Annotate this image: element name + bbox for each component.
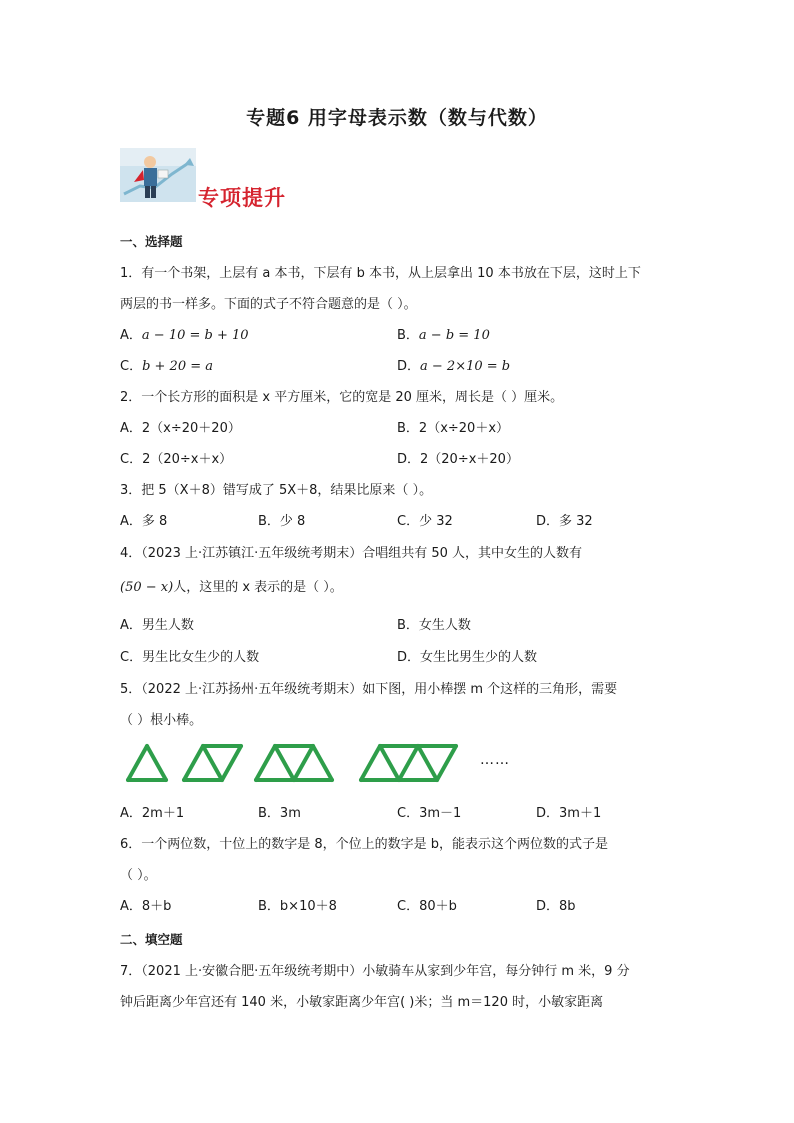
q6-option-c: C．80＋b (397, 899, 457, 914)
q1-option-a-expr: a − 10 = b + 10 (141, 328, 249, 343)
page-title: 专题6 用字母表示数（数与代数） (246, 107, 548, 129)
q6-option-a: A．8＋b (120, 899, 172, 914)
q4-option-c: C．男生比女生少的人数 (120, 650, 260, 665)
stick (184, 746, 203, 780)
question-7-line-2: 钟后距离少年宫还有 140 米，小敏家距离少年宫( )米；当 m＝120 时，小敏家距离 (120, 995, 604, 1010)
stick (222, 746, 241, 780)
q1-option-d (397, 355, 510, 374)
stick (437, 746, 456, 780)
stick (418, 746, 437, 780)
q5-option-c: C．3m－1 (397, 806, 462, 821)
q1-option-a-label: A． (120, 328, 142, 343)
question-3-line-1: 3．把 5（X＋8）错写成了 5X＋8，结果比原来（ ）。 (120, 483, 433, 498)
stick (128, 746, 147, 780)
matchstick-triangles-figure (124, 742, 524, 784)
stick (256, 746, 275, 780)
q3-option-c: C．少 32 (397, 514, 453, 529)
question-4-line-2 (120, 576, 676, 595)
stick (147, 746, 166, 780)
question-2-line-1: 2．一个长方形的面积是 x 平方厘米，它的宽是 20 厘米，周长是（ ）厘米。 (120, 390, 564, 405)
q2-option-c: C．2（20÷x＋x） (120, 452, 233, 467)
q1-option-c-label: C． (120, 359, 143, 374)
q1-option-b-label: B． (397, 328, 419, 343)
section-banner (120, 148, 300, 210)
q6-option-b: B．b×10＋8 (258, 899, 337, 914)
q4-expression: (50 − x) (120, 580, 174, 595)
q2-option-b: B．2（x÷20＋x） (397, 421, 510, 436)
question-1-line-2: 两层的书一样多。下面的式子不符合题意的是（ ）。 (120, 297, 417, 312)
q1-option-c-expr: b + 20 = a (142, 359, 214, 374)
q5-option-a: A．2m＋1 (120, 806, 185, 821)
q5-option-b: B．3m (258, 806, 301, 821)
stick (203, 746, 222, 780)
stick (361, 746, 380, 780)
q3-option-b: B．少 8 (258, 514, 306, 529)
q1-option-b (397, 324, 490, 343)
q1-option-d-expr: a − 2×10 = b (420, 359, 511, 374)
stick (399, 746, 418, 780)
q1-option-b-expr: a − b = 10 (418, 328, 490, 343)
stick (380, 746, 399, 780)
q1-option-a (120, 324, 249, 343)
banner-label: 专项提升 (198, 185, 286, 210)
section-heading-fill: 二、填空题 (120, 932, 183, 947)
section-heading-choice: 一、选择题 (120, 234, 183, 249)
question-4-line-1: 4．（2023 上·江苏镇江·五年级统考期末）合唱组共有 50 人，其中女生的人数有 (120, 546, 583, 561)
q2-option-a: A．2（x÷20＋20） (120, 421, 241, 436)
question-5-line-2: （ ）根小棒。 (120, 713, 203, 728)
question-6-line-1: 6．一个两位数，十位上的数字是 8，个位上的数字是 b，能表示这个两位数的式子是 (120, 837, 609, 852)
q4-option-d: D．女生比男生少的人数 (397, 650, 538, 665)
question-5-line-1: 5．（2022 上·江苏扬州·五年级统考期末）如下图，用小棒摆 m 个这样的三角形，需要 (120, 682, 618, 697)
q4-option-b: B．女生人数 (397, 618, 471, 633)
q1-option-c (120, 355, 213, 374)
student-illustration-icon (120, 148, 196, 202)
q4-line-2-text: 人，这里的 x 表示的是（ ）。 (173, 580, 343, 595)
q5-option-d: D．3m＋1 (536, 806, 602, 821)
question-6-line-2: （ ）。 (120, 868, 157, 883)
q1-option-d-label: D． (397, 359, 421, 374)
q6-option-d: D．8b (536, 899, 576, 914)
q4-option-a: A．男生人数 (120, 618, 194, 633)
stick (275, 746, 294, 780)
q3-option-a: A．多 8 (120, 514, 168, 529)
stick (294, 746, 313, 780)
stick (313, 746, 332, 780)
question-7-line-1: 7．（2021 上·安徽合肥·五年级统考期中）小敏骑车从家到少年宫，每分钟行 m 米，9 分 (120, 964, 630, 979)
q3-option-d: D．多 32 (536, 514, 593, 529)
question-1-line-1: 1．有一个书架，上层有 a 本书，下层有 b 本书，从上层拿出 10 本书放在下层，这时上下 (120, 266, 641, 281)
q2-option-d: D．2（20÷x＋20） (397, 452, 519, 467)
continuation-dots: …… (480, 752, 510, 768)
